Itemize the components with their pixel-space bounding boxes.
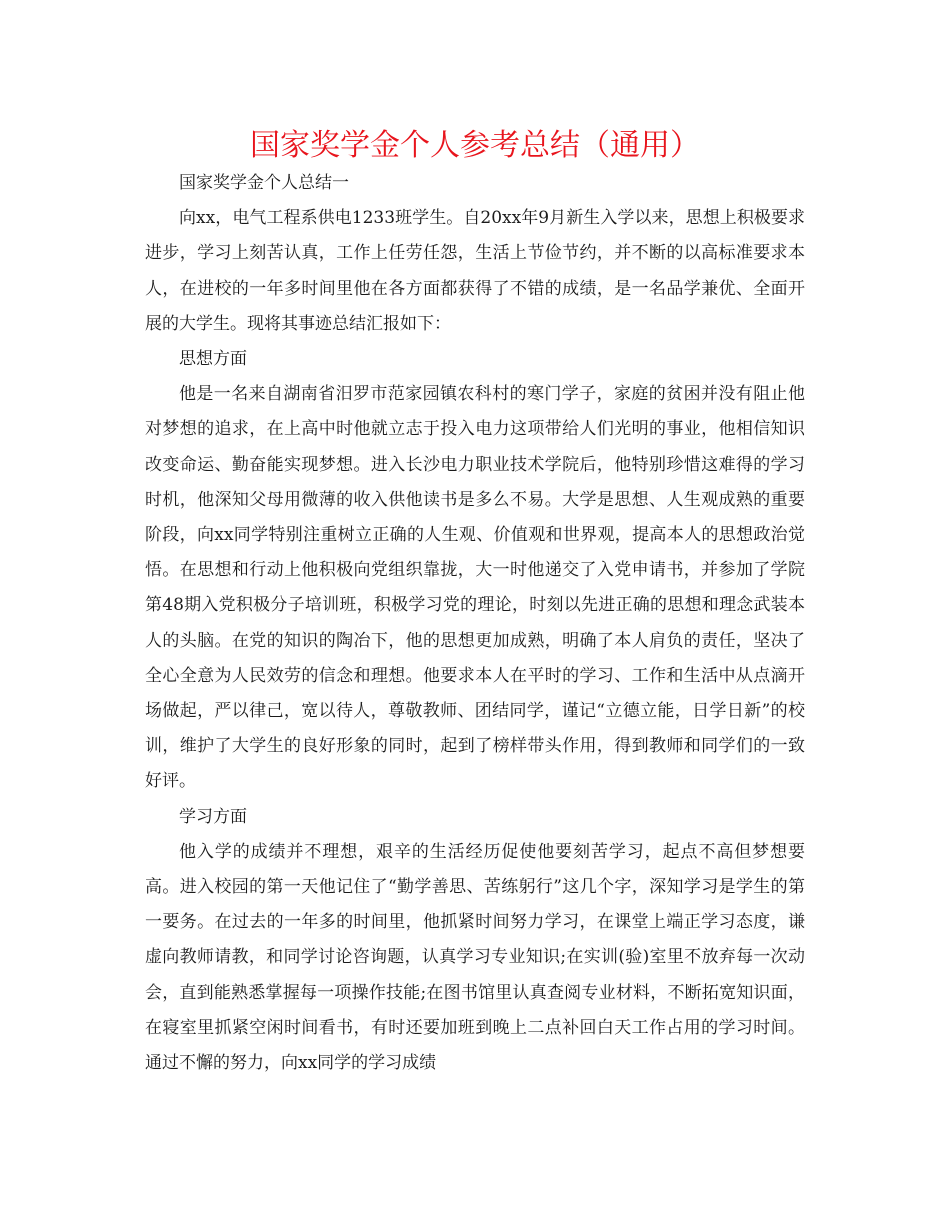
document-body bbox=[145, 166, 805, 1081]
section-heading-thought: 思想方面 bbox=[179, 349, 247, 370]
paragraph-thought: 他是一名来自湖南省汨罗市范家园镇农科村的寒门学子，家庭的贫困并没有阻止他对梦想的追求，在上高中时他就立志于投入电力这项带给人们光明的事业，他相信知识改变命运、勤奋能实现梦想。进入长沙电力职业技术学院后，他特别珍惜这难得的学习时机，他深知父母用微薄的收入供他读书是多么不易。大学是思想、人生观成熟的重要阶段，向xx同学特别注重树立正确的人生观、价值观和世界观，提高本人的思想政治觉悟。在思想和行动上他积极向党组织靠拢，大一时他递交了入党申请书，并参加了学院第48期入党积极分子培训班，积极学习党的理论，时刻以先进正确的思想和理念武装本人的头脑。在党的知识的陶冶下，他的思想更加成熟，明确了本人肩负的责任，坚决了全心全意为人民效劳的信念和理想。他要求本人在平时的学习、工作和生活中从点滴开场做起，严以律己，宽以待人，尊敬教师、团结同学，谨记“立德立能，日学日新”的校训，维护了大学生的良好形象的同时，起到了榜样带头作用，得到教师和同学们的一致好评。 bbox=[145, 384, 805, 792]
paragraph-study: 他入学的成绩并不理想，艰辛的生活经历促使他要刻苦学习，起点不高但梦想要高。进入校园的第一天他记住了“勤学善思、苦练躬行”这几个字，深知学习是学生的第一要务。在过去的一年多的时间里，他抓紧时间努力学习，在课堂上端正学习态度，谦虚向教师请教，和同学讨论咨询题，认真学习专业知识;在实训(验)室里不放弃每一次动会，直到能熟悉掌握每一项操作技能;在图书馆里认真查阅专业材料，不断拓宽知识面，在寝室里抓紧空闲时间看书，有时还要加班到晚上二点补回白天工作占用的学习时间。通过不懈的努力，向xx同学的学习成绩 bbox=[145, 841, 805, 1074]
subtitle: 国家奖学金个人总结一 bbox=[179, 173, 349, 193]
section-heading-study: 学习方面 bbox=[179, 806, 247, 827]
paragraph-intro: 向xx，电气工程系供电1233班学生。自20xx年9月新生入学以来，思想上积极要求进步，学习上刻苦认真，工作上任劳任怨，生活上节俭节约，并不断的以高标准要求本人，在进校的一年多时间里他在各方面都获得了不错的成绩，是一名品学兼优、全面开展的大学生。现将其事迹总结汇报如下： bbox=[145, 208, 805, 334]
document-title: 国家奖学金个人参考总结（通用） bbox=[250, 128, 700, 163]
